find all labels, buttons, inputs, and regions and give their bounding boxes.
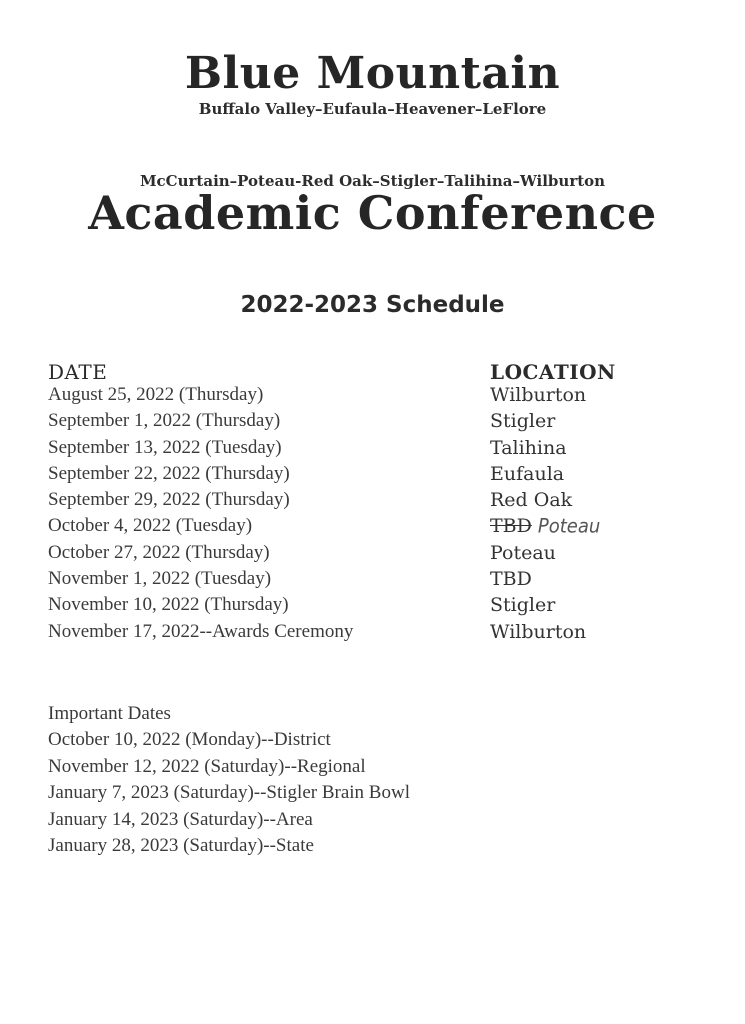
row-date: November 10, 2022 (Thursday) (48, 594, 289, 616)
row-date: November 1, 2022 (Tuesday) (48, 568, 272, 590)
row-date: November 17, 2022--Awards Ceremony (48, 620, 354, 642)
important-dates (48, 703, 648, 861)
row-date: October 4, 2022 (Tuesday) (48, 515, 253, 537)
schedule-row (0, 437, 745, 463)
schools-line-1: Buffalo Valley–Eufaula–Heavener–LeFlore (198, 100, 547, 118)
row-location: Eufaula (490, 462, 565, 485)
row-location: Wilburton (490, 384, 587, 406)
schedule-row (0, 568, 745, 594)
schools-line-2: McCurtain–Poteau-Red Oak–Stigler–Talihina–Wilburton (139, 172, 606, 190)
row-location: Talihina (490, 436, 567, 459)
row-date: September 13, 2022 (Tuesday) (48, 436, 282, 458)
row-date: August 25, 2022 (Thursday) (48, 384, 264, 405)
row-location: TBD (490, 568, 532, 591)
row-location: Red Oak (490, 489, 573, 512)
handwritten-location: Poteau (537, 515, 601, 539)
schedule-table (0, 384, 745, 647)
row-location: TBD (490, 515, 532, 538)
row-date: September 29, 2022 (Thursday) (48, 489, 290, 511)
row-date: October 27, 2022 (Thursday) (48, 541, 270, 563)
row-location: Stigler (490, 594, 556, 617)
location-column-header: LOCATION (490, 360, 616, 384)
schedule-row (0, 621, 745, 647)
page-title: Blue Mountain (184, 48, 561, 99)
conference-title: Academic Conference (88, 186, 657, 240)
row-date: September 1, 2022 (Thursday) (48, 410, 281, 432)
important-date-item: October 10, 2022 (Monday)--District (48, 729, 331, 751)
row-location: Stigler (490, 410, 556, 433)
schedule-row (0, 410, 745, 436)
row-location: Wilburton (490, 620, 587, 643)
important-dates-heading: Important Dates (48, 703, 171, 724)
row-location-cell (490, 515, 600, 537)
date-column-header: DATE (48, 360, 108, 384)
row-location: Poteau (490, 541, 556, 564)
schedule-row (0, 489, 745, 515)
row-date: September 22, 2022 (Thursday) (48, 462, 290, 484)
schedule-row (0, 594, 745, 620)
schedule-heading: 2022-2023 Schedule (240, 292, 505, 318)
schedule-row (0, 384, 745, 410)
schedule-row (0, 463, 745, 489)
schedule-row (0, 515, 745, 541)
important-date-item: January 7, 2023 (Saturday)--Stigler Brain Bowl (48, 782, 410, 804)
schedule-row (0, 542, 745, 568)
important-date-item: November 12, 2022 (Saturday)--Regional (48, 755, 366, 777)
important-date-item: January 28, 2023 (Saturday)--State (48, 834, 314, 856)
important-date-item: January 14, 2023 (Saturday)--Area (48, 808, 313, 830)
